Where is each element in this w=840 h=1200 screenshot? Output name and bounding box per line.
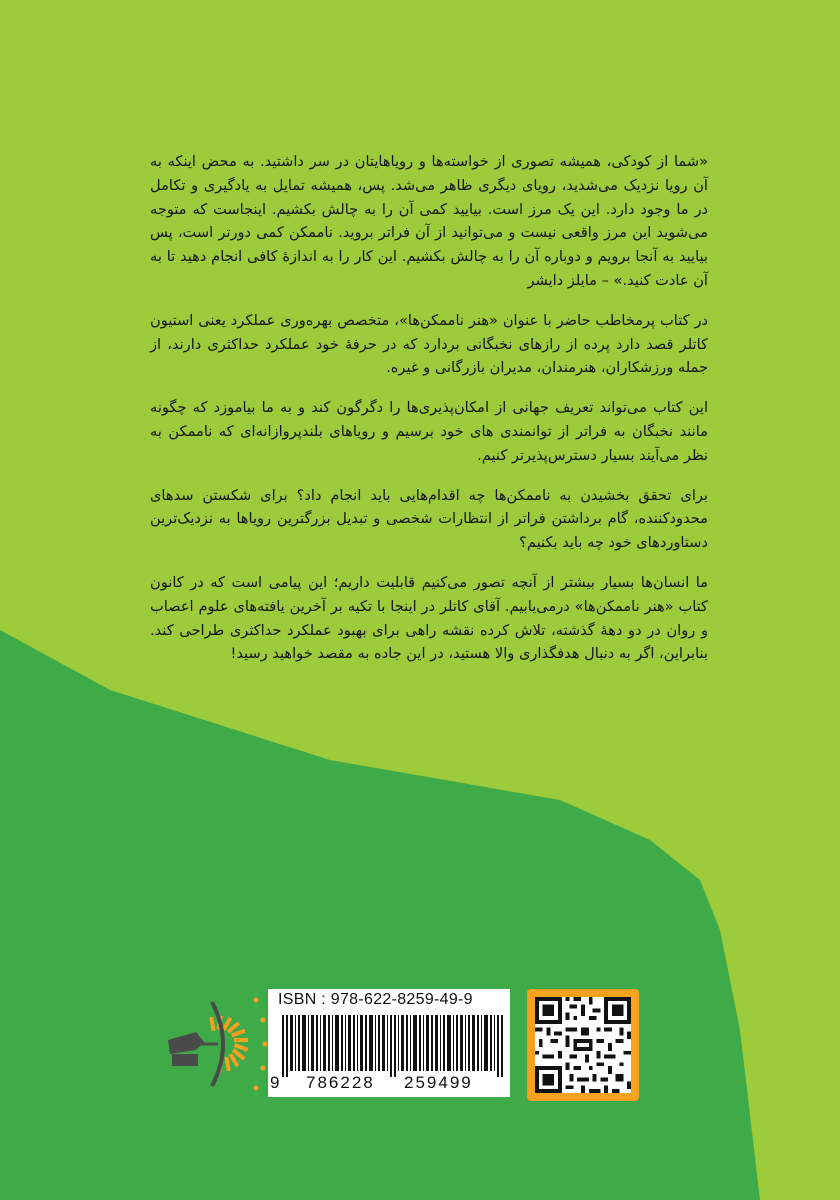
quote-paragraph: «شما از کودکی، همیشه تصوری از خواسته‌ها و رویاهایتان در سر داشتید. به محض اینکه به آن رویا نزدیک می‌شدید، رویای دیگری ظاهر می‌شد. پس، همیشه تمایل به یادگیری و تکامل در ما وجود دارد. این یک مرز است. بیایید کمی آن را به چالش بکشیم. اینجاست که متوجه می‌شوید این مرز واقعی نیست و می‌توانید از آن فراتر بروید. ناممکن کمی دورتر است، پس بیایید به آنجا برویم و دوباره آن را به چالش بکشیم. این کار را به اندازهٔ کافی انجام دهید تا به آن عادت کنید.» – مایلز دایشر [150, 153, 708, 289]
barcode-icon [282, 1015, 506, 1077]
barcode-digit-group-1: 786228 [306, 1073, 375, 1092]
questions-paragraph: برای تحقق بخشیدن به ناممکن‌ها چه اقدام‌هایی باید انجام داد؟ برای شکستن سدهای محدودکننده، گام برداشتن فراتر از انتظارات شخصی و تبدیل بزرگترین رویاها به نزدیک‌ترین دستاوردهای خود چه باید بکنیم؟ [150, 486, 708, 552]
qr-code-icon [535, 997, 631, 1093]
barcode-digits [268, 1073, 510, 1095]
closing-paragraph: ما انسان‌ها بسیار بیشتر از آنچه تصور می‌کنیم قابلیت داریم؛ این پیامی است که در کانون کتاب «هنر ناممکن‌ها» درمی‌یابیم. آقای کاتلر در اینجا با تکیه بر آخرین یافته‌های علوم اعصاب و روان در دو دههٔ گذشته، تلاش کرده نقشه راهی برای بهبود عملکرد حداکثری طراحی کند. بنابراین، اگر به دنبال هدفگذاری والا هستید، در این جاده به مقصد خواهید رسید! [150, 573, 708, 663]
isbn-label: ISBN : 978-622-8259-49-9 [278, 991, 473, 1008]
sun-archer-logo-icon [160, 980, 270, 1110]
isbn-barcode-box [268, 989, 510, 1097]
intro-paragraph: در کتاب پرمخاطب حاضر با عنوان «هنر ناممکن‌ها»، متخصص بهره‌وری عملکرد یعنی استیون کاتلر قصد دارد پرده از رازهای نخبگانی بردارد که در حرفهٔ خود عملکرد حداکثری دارند، از جمله ورزشکاران، هنرمندان، مدیران بازرگانی و غیره. [150, 311, 708, 377]
barcode-digit-prefix: 9 [270, 1073, 280, 1092]
barcode-digit-group-2: 259499 [404, 1073, 473, 1092]
back-cover-text [150, 150, 708, 682]
book-description-paragraph: این کتاب می‌تواند تعریف جهانی از امکان‌پذیری‌ها را دگرگون کند و به ما بیاموزد که چگونه مانند نخبگان به فراتر از توانمندی های خود برسیم و رویاهای بلندپروازانه‌ای که ناممکن به نظر می‌آیند بسیار دسترس‌پذیرتر کنیم. [150, 399, 708, 464]
qr-frame [527, 989, 639, 1101]
